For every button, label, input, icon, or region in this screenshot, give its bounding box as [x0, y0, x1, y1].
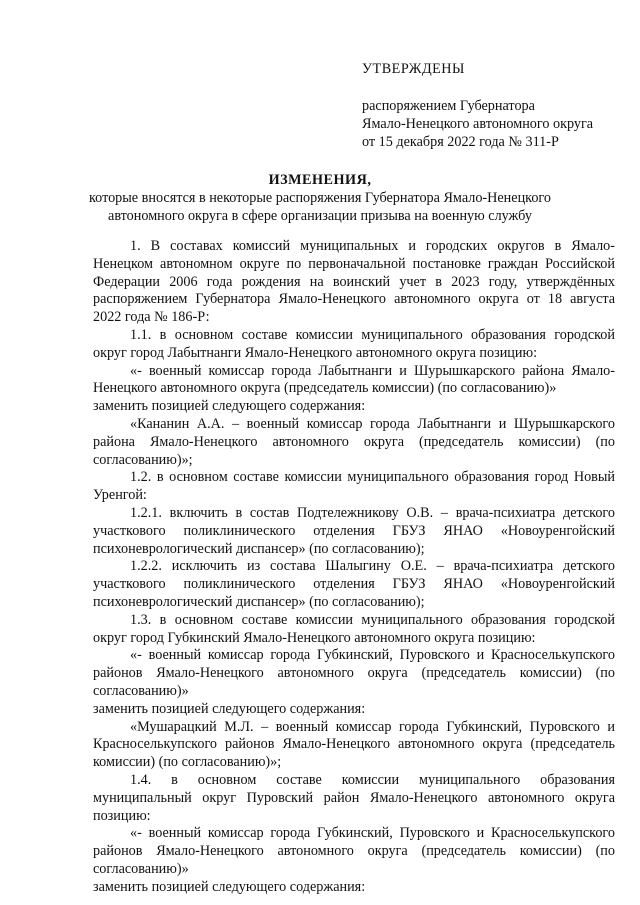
heading-title: ИЗМЕНЕНИЯ, [268, 172, 372, 188]
paragraph-1-2-1: 1.2.1. включить в состав Подтележникову О.В. – врача-психиатра детского участкового поликлинического отделения ГБУЗ ЯНАО «Новоуренгойский психоневрологический диспансер» (по согласованию); [93, 504, 615, 557]
document-heading [0, 171, 640, 225]
paragraph-quote-old-labytnangi: «- военный комиссар города Лабытнанги и Шурышкарского района Ямало-Ненецкого автономного округа (председатель комиссии) (по согласованию)» [93, 362, 615, 397]
paragraph-1-4: 1.4. в основном составе комиссии муниципального образования муниципальный округ Пуровский район Ямало-Ненецкого автономного округа позицию: [93, 771, 615, 824]
paragraph-1-2-2: 1.2.2. исключить из состава Шалыгину О.Е. – врача-психиатра детского участкового поликлинического отделения ГБУЗ ЯНАО «Новоуренгойский психоневрологический диспансер» (по согласованию); [93, 558, 615, 610]
paragraph-replace-1: заменить позицией следующего содержания: [93, 398, 366, 415]
paragraph-replace-3: заменить позицией следующего содержания: [93, 878, 366, 895]
paragraph-1-3: 1.3. в основном составе комиссии муниципального образования городской округ город Губкинский Ямало-Ненецкого автономного округа позицию: [93, 611, 615, 646]
heading-subtitle-2: автономного округа в сфере организации призыва на военную службу [108, 208, 532, 224]
paragraph-1: 1. В составах комиссий муниципальных и городских округов в Ямало-Ненецком автономном округе по первоначальной постановке граждан Российской Федерации 2006 года рождения на воинский учет в 2023 году, утверждённых распоряжением Губернатора Ямало-Ненецкого автономного округа от 18 августа 2022 года № 186-Р: [93, 238, 615, 326]
heading-subtitle-1: которые вносятся в некоторые распоряжения Губернатора Ямало-Ненецкого [89, 190, 551, 206]
paragraph-quote-new-gubkinsky: «Мушарацкий М.Л. – военный комиссар города Губкинский, Пуровского и Красноселькупского районов Ямало-Ненецкого автономного округа (председатель комиссии) (по согласованию)»; [93, 718, 615, 771]
approval-line-1: распоряжением Губернатора [362, 98, 535, 114]
paragraph-quote-old-purovsky: «- военный комиссар города Губкинский, Пуровского и Красноселькупского районов Ямало-Ненецкого автономного округа (председатель комиссии) (по согласованию)» [93, 825, 615, 877]
paragraph-1-2: 1.2. в основном составе комиссии муниципального образования город Новый Уренгой: [93, 469, 615, 504]
approval-title: УТВЕРЖДЕНЫ [362, 61, 465, 77]
paragraph-1-1: 1.1. в основном составе комиссии муниципального образования городской округ город Лабытнанги Ямало-Ненецкого автономного округа позицию: [93, 326, 615, 361]
paragraph-quote-new-labytnangi: «Кананин А.А. – военный комиссар города Лабытнанги и Шурышкарского района Ямало-Ненецкого автономного округа (председатель комиссии) (по согласованию)»; [93, 415, 615, 468]
paragraph-replace-2: заменить позицией следующего содержания: [93, 700, 366, 717]
approval-block [362, 60, 593, 151]
document-body [93, 238, 615, 896]
approval-line-2: Ямало-Ненецкого автономного округа [362, 116, 594, 132]
approval-line-3: от 15 декабря 2022 года № 311-Р [362, 134, 559, 150]
paragraph-quote-old-gubkinsky: «- военный комиссар города Губкинский, Пуровского и Красноселькупского районов Ямало-Ненецкого автономного округа (председатель комиссии) (по согласованию)» [93, 647, 615, 699]
